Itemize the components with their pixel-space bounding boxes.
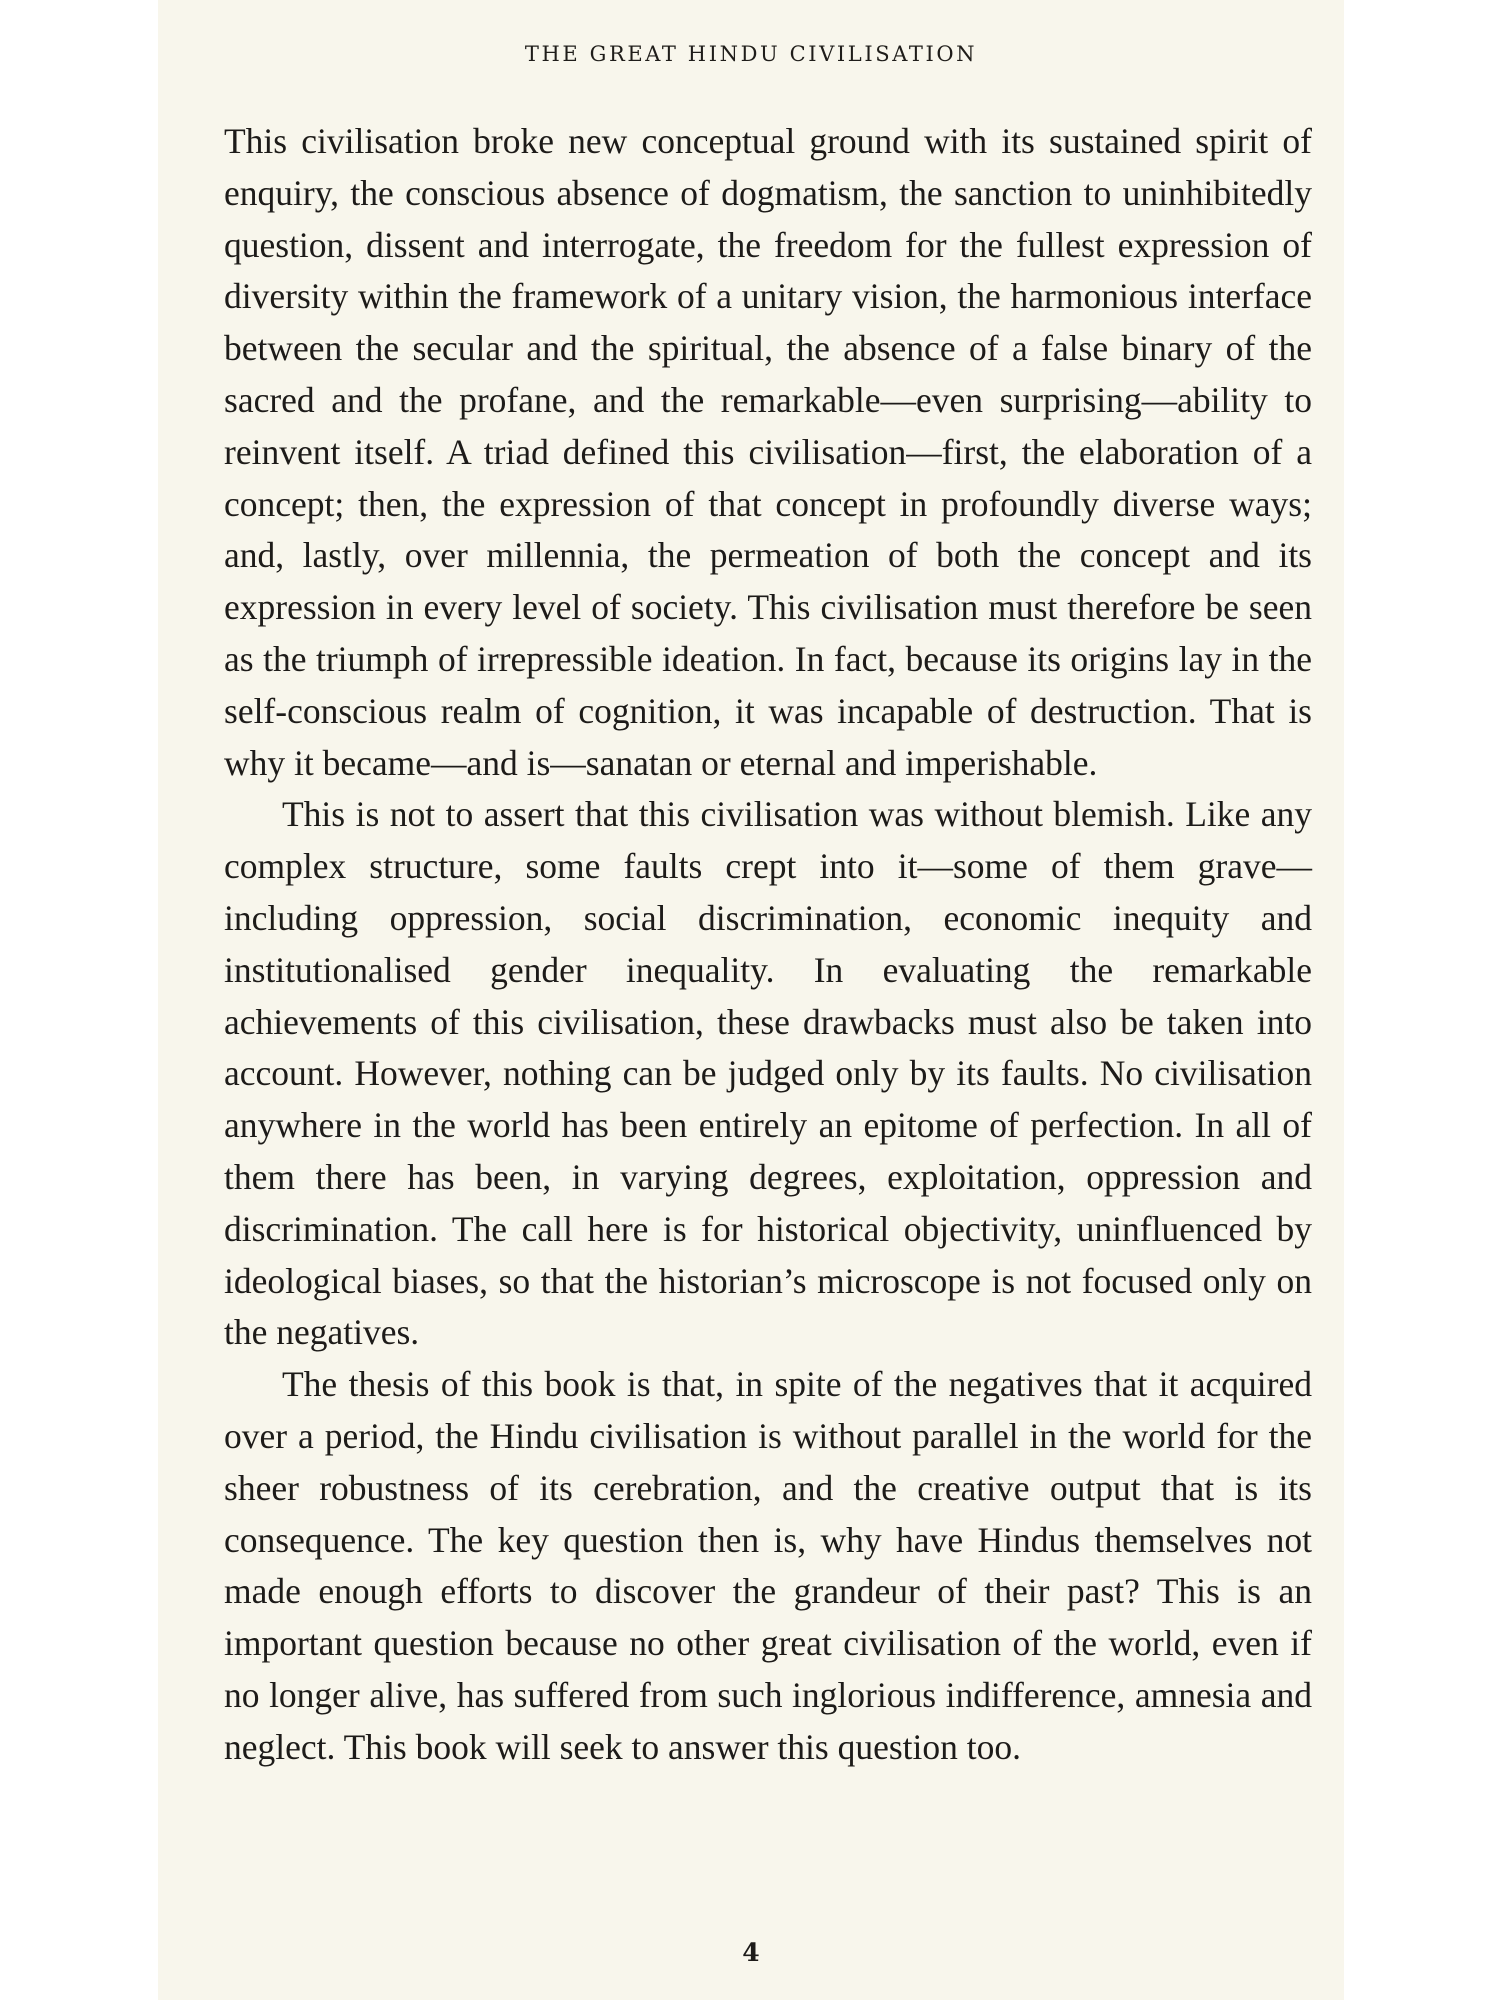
paragraph-2: This is not to assert that this civilisation was without blemish. Like any complex structure, some faults crept into it—some of them grave—including oppression, social discrimination, economic inequity and institutionalised gender inequality. In evaluating the remarkable achievements of this civilisation, these drawbacks must also be taken into account. However, nothing can be judged only by its faults. No civilisation anywhere in the world has been entirely an epitome of perfection. In all of them there has been, in varying degrees, exploitation, oppression and discrimination. The call here is for historical objectivity, uninfluenced by ideological biases, so that the historian’s microscope is not focused only on the negatives. xyxy=(224,794,1312,1353)
paragraph-3: The thesis of this book is that, in spite of the negatives that it acquired over a period, the Hindu civilisation is without parallel in the world for the sheer robustness of its cerebration, and the creative output that is its consequence. The key question then is, why have Hindus themselves not made enough efforts to discover the grandeur of their past? This is an important question because no other great civilisation of the world, even if no longer alive, has suffered from such inglorious indifference, amnesia and neglect. This book will seek to answer this question too. xyxy=(224,1364,1312,1767)
book-page xyxy=(158,0,1344,2000)
body-text xyxy=(224,116,1312,1774)
page-number: 4 xyxy=(742,1938,760,1967)
running-head: THE GREAT HINDU CIVILISATION xyxy=(524,42,978,66)
paragraph-1: This civilisation broke new conceptual ground with its sustained spirit of enquiry, the conscious absence of dogmatism, the sanction to uninhibitedly question, dissent and interrogate, the freedom for the fullest expression of diversity within the framework of a unitary vision, the harmonious interface between the secular and the spiritual, the absence of a false binary of the sacred and the profane, and the remarkable—even surprising—ability to reinvent itself. A triad defined this civilisation—first, the elaboration of a concept; then, the expression of that concept in profoundly diverse ways; and, lastly, over millennia, the permeation of both the concept and its expression in every level of society. This civilisation must therefore be seen as the triumph of irrepressible ideation. In fact, because its origins lay in the self-conscious realm of cognition, it was incapable of destruction. That is why it became—and is—sanatan or eternal and imperishable. xyxy=(224,121,1312,783)
